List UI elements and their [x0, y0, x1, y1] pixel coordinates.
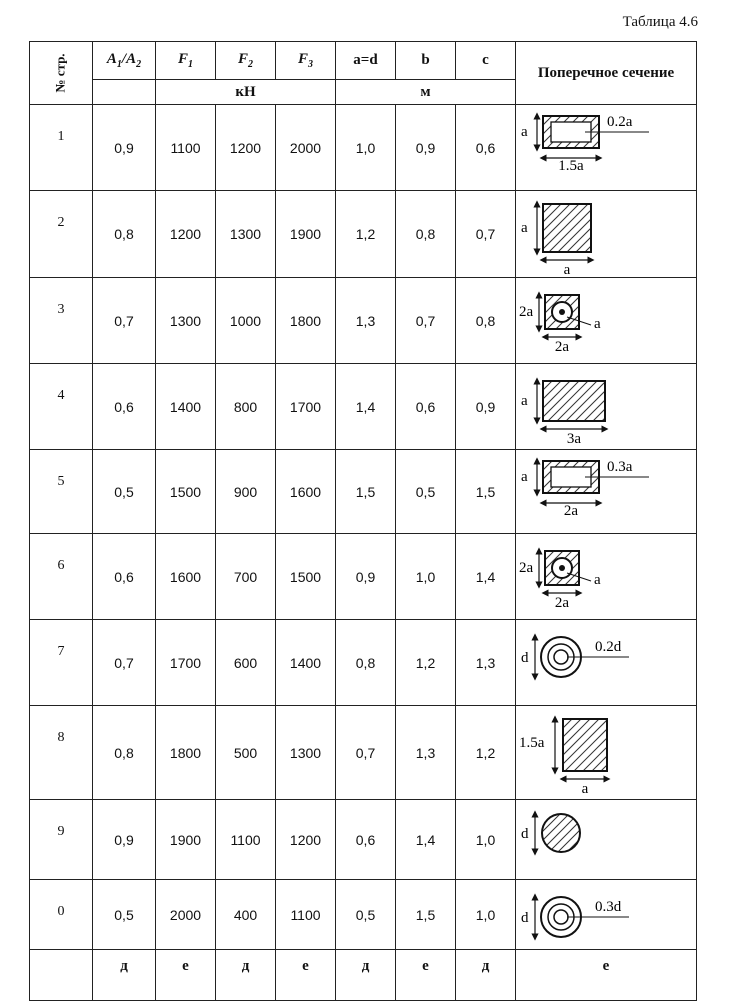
cross-section-drawing [519, 537, 695, 617]
cell-f2: 1300 [216, 191, 276, 278]
row-number: 4 [30, 364, 93, 450]
footer-letter: е [156, 950, 216, 1001]
footer-letter: е [516, 950, 697, 1001]
table-caption: Таблица 4.6 [622, 14, 698, 30]
dimension-label: 2a [519, 303, 534, 320]
cell-f2: 400 [216, 880, 276, 950]
table-row [30, 278, 697, 364]
dimension-label: 2a [563, 502, 579, 519]
cell-c: 1,2 [456, 706, 516, 800]
table-row [30, 534, 697, 620]
cell-c: 0,7 [456, 191, 516, 278]
footer-letter: д [216, 950, 276, 1001]
cell-b: 0,9 [396, 105, 456, 191]
header-b: b [396, 42, 456, 80]
cell-f1: 1100 [156, 105, 216, 191]
cell-ad: 0,5 [336, 880, 396, 950]
cell-f3: 1100 [276, 880, 336, 950]
footer-letter: д [456, 950, 516, 1001]
dimension-label: 0.3a [607, 458, 633, 475]
cell-f3: 1500 [276, 534, 336, 620]
cell-ad: 0,8 [336, 620, 396, 706]
cell-ad: 1,0 [336, 105, 396, 191]
unit-length: м [336, 80, 516, 105]
cross-section-cell [516, 800, 697, 880]
dimension-label: 0.2a [607, 113, 633, 130]
cell-b: 1,2 [396, 620, 456, 706]
cell-f2: 500 [216, 706, 276, 800]
cross-section-drawing [519, 453, 695, 531]
cross-section-cell [516, 450, 697, 534]
header-row-number: № стр. [30, 42, 93, 105]
header-cross-section: Поперечное сечение [516, 42, 697, 105]
dimension-label: 0.2d [595, 638, 622, 655]
row-number: 9 [30, 800, 93, 880]
table-row [30, 105, 697, 191]
cross-section-drawing [519, 367, 695, 447]
cell-f2: 700 [216, 534, 276, 620]
row-number: 7 [30, 620, 93, 706]
dimension-label: 1.5a [519, 734, 545, 751]
cell-ad: 1,2 [336, 191, 396, 278]
cross-section-drawing [519, 883, 695, 947]
cell-ratio: 0,7 [93, 278, 156, 364]
cell-f3: 1900 [276, 191, 336, 278]
header-a-d: a=d [336, 42, 396, 80]
cell-ratio: 0,8 [93, 706, 156, 800]
dimension-label: a [521, 468, 528, 485]
cross-section-drawing [519, 803, 695, 877]
footer-letter: е [396, 950, 456, 1001]
cell-ratio: 0,6 [93, 364, 156, 450]
cell-f2: 900 [216, 450, 276, 534]
row-number: 1 [30, 105, 93, 191]
dimension-label: d [521, 825, 529, 842]
header-f1: $F_1$ [156, 42, 216, 80]
cross-section-drawing [519, 194, 695, 275]
table-row [30, 620, 697, 706]
cross-section-cell [516, 191, 697, 278]
cell-c: 1,3 [456, 620, 516, 706]
cell-c: 1,0 [456, 800, 516, 880]
dimension-label: 2a [554, 338, 570, 355]
header-c: c [456, 42, 516, 80]
cell-ad: 0,9 [336, 534, 396, 620]
cell-f3: 2000 [276, 105, 336, 191]
cell-f1: 1700 [156, 620, 216, 706]
cell-f3: 1800 [276, 278, 336, 364]
cell-c: 1,0 [456, 880, 516, 950]
cell-c: 0,9 [456, 364, 516, 450]
cell-f3: 1400 [276, 620, 336, 706]
footer-row [30, 950, 697, 1001]
cross-section-drawing [519, 281, 695, 361]
dimension-label: 2a [519, 559, 534, 576]
row-number: 5 [30, 450, 93, 534]
cross-section-cell [516, 534, 697, 620]
data-table [29, 41, 697, 1001]
cell-f2: 1200 [216, 105, 276, 191]
footer-letter: д [336, 950, 396, 1001]
cell-c: 0,8 [456, 278, 516, 364]
row-number: 3 [30, 278, 93, 364]
dimension-label: a [594, 315, 601, 332]
header-f2: $F_2$ [216, 42, 276, 80]
dimension-label: a [594, 571, 601, 588]
unit-force: кН [156, 80, 336, 105]
footer-letter: д [93, 950, 156, 1001]
cell-f2: 800 [216, 364, 276, 450]
row-number: 2 [30, 191, 93, 278]
cell-f3: 1700 [276, 364, 336, 450]
cross-section-cell [516, 880, 697, 950]
cell-f3: 1200 [276, 800, 336, 880]
row-number: 8 [30, 706, 93, 800]
cross-section-cell [516, 364, 697, 450]
dimension-label: a [581, 780, 589, 797]
cell-c: 1,5 [456, 450, 516, 534]
cell-f2: 600 [216, 620, 276, 706]
dimension-label: a [521, 219, 528, 236]
table-row [30, 880, 697, 950]
table-row [30, 364, 697, 450]
cell-ratio: 0,5 [93, 880, 156, 950]
cell-f1: 1400 [156, 364, 216, 450]
dimension-label: a [521, 392, 528, 409]
table-row [30, 191, 697, 278]
cell-ad: 1,4 [336, 364, 396, 450]
cell-ratio: 0,8 [93, 191, 156, 278]
dimension-label: a [521, 123, 528, 140]
header-f3: $F_3$ [276, 42, 336, 80]
cell-f1: 1300 [156, 278, 216, 364]
cell-f1: 2000 [156, 880, 216, 950]
cell-f3: 1300 [276, 706, 336, 800]
cell-b: 1,5 [396, 880, 456, 950]
table-row [30, 800, 697, 880]
cell-b: 1,4 [396, 800, 456, 880]
dimension-label: 1.5a [558, 157, 584, 174]
cell-b: 0,6 [396, 364, 456, 450]
cell-ratio: 0,9 [93, 105, 156, 191]
cell-f1: 1500 [156, 450, 216, 534]
cell-ratio: 0,9 [93, 800, 156, 880]
dimension-label: d [521, 649, 529, 666]
header-area-ratio: $A_1/A_2$ [93, 42, 156, 80]
footer-letter: е [276, 950, 336, 1001]
cell-c: 0,6 [456, 105, 516, 191]
cell-b: 0,7 [396, 278, 456, 364]
cell-b: 0,8 [396, 191, 456, 278]
cross-section-cell [516, 278, 697, 364]
cell-b: 1,3 [396, 706, 456, 800]
cell-ratio: 0,7 [93, 620, 156, 706]
dimension-label: 3a [566, 430, 582, 447]
dimension-label: d [521, 909, 529, 926]
cell-f2: 1100 [216, 800, 276, 880]
cross-section-drawing [519, 108, 695, 188]
cross-section-cell [516, 706, 697, 800]
cell-b: 0,5 [396, 450, 456, 534]
cross-section-cell [516, 105, 697, 191]
dimension-label: 0.3d [595, 898, 622, 915]
dimension-label: 2a [554, 594, 570, 611]
cell-f1: 1200 [156, 191, 216, 278]
cross-section-cell [516, 620, 697, 706]
cell-f3: 1600 [276, 450, 336, 534]
table-row [30, 706, 697, 800]
dimension-label: a [563, 261, 571, 275]
cell-ratio: 0,6 [93, 534, 156, 620]
table-row [30, 450, 697, 534]
cell-f1: 1600 [156, 534, 216, 620]
cell-ad: 1,3 [336, 278, 396, 364]
cell-f2: 1000 [216, 278, 276, 364]
cell-f1: 1800 [156, 706, 216, 800]
cell-ad: 0,7 [336, 706, 396, 800]
cell-ad: 0,6 [336, 800, 396, 880]
cell-c: 1,4 [456, 534, 516, 620]
cross-section-drawing [519, 709, 695, 797]
cell-ratio: 0,5 [93, 450, 156, 534]
cell-b: 1,0 [396, 534, 456, 620]
cell-f1: 1900 [156, 800, 216, 880]
row-number: 6 [30, 534, 93, 620]
cross-section-drawing [519, 623, 695, 703]
row-number: 0 [30, 880, 93, 950]
cell-ad: 1,5 [336, 450, 396, 534]
